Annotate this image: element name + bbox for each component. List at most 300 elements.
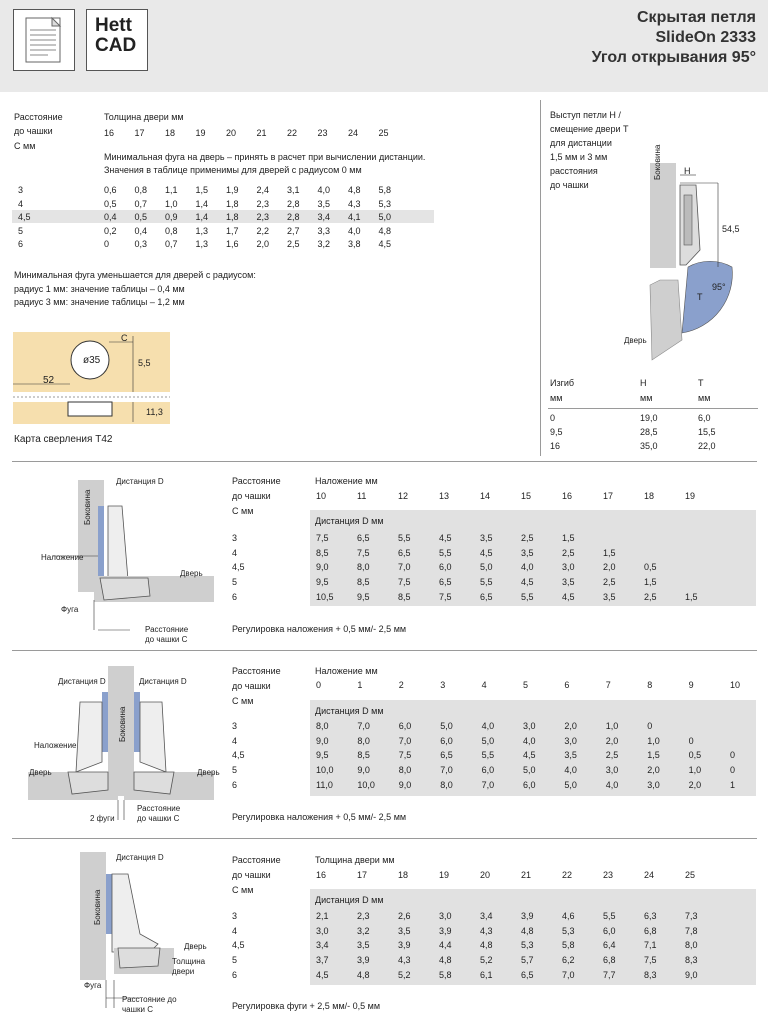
sec1-cell: 9,0 — [316, 562, 329, 573]
sec2-cell: 2,5 — [605, 750, 619, 761]
proj-t-label: T — [697, 292, 703, 302]
sec2-cell: 6,5 — [440, 750, 453, 761]
t1-cell: 5,0 — [378, 212, 392, 223]
sec1-cell: 6,5 — [398, 547, 411, 558]
sec2-col-header: 4 — [481, 680, 487, 690]
t1-cell: 4,3 — [348, 198, 361, 209]
proj-th-t: T — [698, 378, 704, 388]
sec3-cell: 8,3 — [685, 955, 698, 966]
sec2-cell: 0,5 — [688, 750, 702, 761]
proj-th-mm2: мм — [640, 393, 653, 403]
hettcad-logo[interactable] — [86, 9, 148, 71]
sec3-cell: 6,8 — [644, 925, 657, 936]
sec1-cell: 4,5 — [439, 533, 452, 543]
proj-label-2: смещение двери Т — [550, 124, 629, 134]
t1-label-1: Расстояние — [14, 112, 63, 122]
sec3-cell: 6,3 — [644, 911, 657, 921]
drill-55-label: 5,5 — [138, 358, 151, 368]
sec1-cell: 2,5 — [562, 547, 575, 558]
sec3-col-header: 24 — [644, 870, 655, 880]
sec3-dist-label: Дистанция D — [116, 853, 164, 862]
sec1-cell: 7,0 — [398, 562, 411, 573]
t1-cell: 4,0 — [317, 185, 331, 195]
sec1-col-header: 17 — [603, 491, 614, 501]
drill-c-label: C — [121, 333, 128, 343]
proj-th-mm1: мм — [550, 393, 563, 403]
sec3-row-label: 6 — [232, 969, 238, 980]
sec1-label-3: С мм — [232, 506, 254, 516]
sec3-col-header: 18 — [398, 870, 409, 880]
sec2-cell: 5,0 — [523, 765, 536, 776]
sec2-cell: 7,0 — [398, 735, 412, 746]
sec3-cell: 3,5 — [357, 940, 370, 951]
drill-caption: Карта сверления Т42 — [14, 434, 113, 445]
sec3-cup-2: чашки С — [122, 1005, 154, 1014]
t1-row-label: 5 — [18, 225, 24, 236]
t1-cell: 0,7 — [134, 198, 148, 209]
sec1-cell: 1,5 — [685, 591, 698, 602]
sec1-cell: 8,5 — [398, 591, 411, 602]
radius-note-3: радиус 3 мм: значение таблицы – 1,2 мм — [14, 297, 185, 307]
page-title — [592, 8, 756, 68]
sec2-cell: 1,0 — [647, 735, 660, 746]
sec2-cell: 2,0 — [564, 721, 577, 731]
sec2-cell: 2,0 — [647, 765, 660, 776]
drill-113-label: 11,3 — [146, 407, 163, 417]
t1-cell: 3,2 — [317, 239, 331, 250]
sec3-cell: 5,5 — [603, 911, 616, 921]
t1-cell: 1,8 — [226, 212, 239, 223]
proj-angle-label: 95° — [712, 282, 726, 292]
sec2-cell: 7,0 — [357, 721, 370, 731]
sec1-label-1: Расстояние — [232, 476, 281, 486]
t1-cell: 2,0 — [256, 239, 270, 250]
sec2-cup-1: Расстояние — [137, 804, 181, 813]
sec3-cell: 5,2 — [480, 955, 493, 966]
proj-door-label: Дверь — [624, 336, 647, 345]
sec3-cup-1: Расстояние до — [122, 995, 177, 1004]
sec3-cell: 4,8 — [439, 955, 452, 966]
t1-cell: 2,3 — [256, 212, 270, 223]
sec2-cell: 6,0 — [523, 779, 536, 790]
proj-cell-h: 35,0 — [640, 441, 658, 451]
sec3-cell: 8,3 — [644, 969, 657, 980]
sec2-cell: 10,0 — [357, 779, 375, 790]
sec3-col-header: 20 — [480, 870, 491, 880]
title-line3: Угол открывания 95° — [591, 49, 756, 66]
sec3-cell: 4,8 — [357, 969, 370, 980]
sec1-cell: 3,5 — [480, 533, 493, 543]
sec1-cell: 9,5 — [316, 577, 329, 588]
sec1-col-header: 12 — [398, 491, 409, 501]
title-line2: SlideOn 2333 — [655, 29, 756, 46]
proj-cell-h: 28,5 — [640, 427, 658, 437]
sec1-col-header: 18 — [644, 491, 655, 501]
sec3-col-header: 17 — [357, 870, 368, 880]
t1-cell: 0,8 — [165, 225, 178, 236]
sec3-cell: 3,4 — [316, 940, 329, 951]
sec1-cell: 6,5 — [480, 591, 493, 602]
header-bar — [0, 0, 768, 92]
t1-col-header: 18 — [165, 128, 176, 138]
drill-52-label: 52 — [43, 375, 55, 386]
sec1-cell: 2,5 — [644, 591, 657, 602]
proj-label-6: до чашки — [550, 180, 589, 190]
sec3-door-label: Дверь — [184, 942, 207, 951]
t1-cell: 0,5 — [104, 198, 117, 209]
sec1-col-header: 15 — [521, 491, 532, 501]
t1-cell: 1,7 — [226, 225, 239, 236]
t1-col-header: 21 — [256, 128, 267, 138]
sec2-cell: 8,5 — [357, 750, 370, 761]
sec1-cell: 6,0 — [439, 562, 452, 573]
sec3-cell: 6,1 — [480, 969, 493, 980]
sec2-cell: 7,5 — [398, 750, 412, 761]
sec1-cell: 6,5 — [357, 533, 370, 543]
sec1-cell: 1,5 — [644, 577, 657, 588]
sec1-overlay-label: Наложение — [41, 553, 84, 562]
t1-cell: 4,8 — [348, 185, 361, 195]
radius-note-1: Минимальная фуга уменьшается для дверей с радиусом: — [14, 270, 256, 280]
sec3-cell: 6,2 — [562, 955, 575, 966]
sec3-side-label: Боковина — [93, 889, 102, 925]
sec3-cell: 4,4 — [439, 940, 452, 951]
sec3-cell: 4,5 — [316, 969, 329, 980]
sec2-row-label: 4 — [232, 735, 238, 746]
t1-cell: 4,0 — [348, 225, 361, 236]
sec1-row-label: 5 — [232, 577, 238, 588]
t1-cell: 1,6 — [226, 239, 239, 250]
sec2-cell: 8,0 — [440, 779, 453, 790]
t1-header-title: Толщина двери мм — [104, 112, 184, 122]
sec3-cell: 2,1 — [316, 911, 329, 921]
sec3-col-header: 21 — [521, 870, 532, 880]
proj-h-label: H — [684, 166, 691, 176]
sec2-gap-label: 2 фуги — [90, 814, 115, 823]
sec3-col-header: 16 — [316, 870, 327, 880]
sec1-cell: 5,5 — [398, 533, 411, 543]
t1-note-2: Значения в таблице применимы для дверей с радиусом 0 мм — [104, 165, 362, 175]
sec2-adjust: Регулировка наложения + 0,5 мм/- 2,5 мм — [232, 812, 407, 822]
sec1-cell: 7,5 — [357, 547, 370, 558]
document-icon[interactable] — [13, 9, 75, 71]
sec1-row-label: 4,5 — [232, 562, 245, 573]
sec2-cell: 6,0 — [481, 765, 495, 776]
t1-cell: 2,3 — [256, 198, 270, 209]
sec3-cell: 3,0 — [316, 925, 329, 936]
sec1-cell: 4,0 — [521, 562, 534, 573]
sec3-cell: 5,7 — [521, 955, 534, 966]
t1-cell: 2,8 — [287, 212, 300, 223]
sec3-adjust: Регулировка фуги + 2,5 мм/- 0,5 мм — [232, 1001, 381, 1011]
sec1-cell: 9,5 — [357, 591, 370, 602]
sec1-cell: 5,5 — [521, 591, 534, 602]
sec1-col-header: 14 — [480, 491, 491, 501]
t1-cell: 3,3 — [317, 225, 331, 236]
t1-cell: 4,5 — [378, 239, 392, 250]
sec1-col-header: 10 — [316, 491, 327, 501]
sec3-sub: Дистанция D мм — [315, 895, 384, 905]
sec3-header-title: Толщина двери мм — [315, 855, 395, 865]
sec3-cell: 3,5 — [398, 925, 411, 936]
sec1-gap-label: Фуга — [61, 605, 79, 614]
sec1-cell: 10,5 — [316, 591, 334, 602]
sec2-cell: 2,0 — [688, 779, 702, 790]
sec3-label-3: С мм — [232, 885, 254, 895]
panel-divider — [540, 100, 541, 456]
logo-line1: Hett — [95, 15, 132, 36]
proj-th-mm3: мм — [698, 393, 711, 403]
t1-cell: 0,3 — [134, 239, 148, 250]
sec2-cell: 4,0 — [605, 779, 619, 790]
sec2-cell: 10,0 — [316, 765, 334, 776]
sec3-cell: 9,0 — [685, 969, 698, 980]
sec3-row-label: 4,5 — [232, 940, 245, 951]
t1-cell: 2,2 — [256, 225, 270, 236]
sec1-cell: 6,5 — [439, 577, 452, 588]
sec1-col-header: 19 — [685, 491, 696, 501]
sec3-cell: 8,0 — [685, 940, 698, 951]
proj-cell-t: 15,5 — [698, 427, 716, 437]
sec3-cell: 6,8 — [603, 955, 616, 966]
t1-col-header: 25 — [378, 128, 389, 138]
sec1-sub: Дистанция D мм — [315, 516, 384, 526]
sec2-header-title: Наложение мм — [315, 666, 378, 676]
sec1-col-header: 13 — [439, 491, 450, 501]
sec3-cell: 7,8 — [685, 925, 698, 936]
sec2-col-header: 3 — [440, 680, 446, 690]
t1-cell: 3,8 — [348, 239, 361, 250]
sec1-row-label: 4 — [232, 547, 238, 558]
sec3-cell: 7,7 — [603, 969, 616, 980]
t1-cell: 5,8 — [378, 185, 392, 195]
proj-cell-bend: 9,5 — [550, 427, 563, 437]
sec2-sub: Дистанция D мм — [315, 706, 384, 716]
sec1-cell: 7,5 — [398, 577, 411, 588]
sec1-cell: 3,5 — [521, 547, 534, 558]
sec3-cell: 2,3 — [357, 911, 370, 921]
sec3-label-1: Расстояние — [232, 855, 281, 865]
sec2-label-2: до чашки — [232, 681, 271, 691]
sec2-col-header: 7 — [605, 680, 611, 690]
sec2-dist-left: Дистанция D — [58, 677, 106, 686]
t1-cell: 5,3 — [378, 198, 392, 209]
sec1-cell: 4,5 — [480, 547, 493, 558]
t1-cell: 1,9 — [226, 185, 239, 195]
t1-cell: 0,5 — [134, 212, 148, 223]
sec3-cell: 3,2 — [357, 925, 370, 936]
t1-row-label: 4,5 — [18, 212, 31, 223]
sec2-cell: 3,0 — [523, 721, 536, 731]
proj-cell-h: 19,0 — [640, 413, 658, 423]
t1-row-label: 3 — [18, 185, 24, 195]
sec1-side-label: Боковина — [83, 489, 92, 525]
sec2-cell: 9,0 — [316, 735, 329, 746]
t1-col-header: 16 — [104, 128, 115, 138]
sec2-col-header: 1 — [357, 680, 363, 690]
sec1-cell: 2,0 — [603, 562, 616, 573]
sec2-row-label: 3 — [232, 721, 238, 731]
sec3-cell: 3,4 — [480, 911, 493, 921]
t1-cell: 1,3 — [195, 239, 209, 250]
sec1-door-label: Дверь — [180, 569, 203, 578]
sec3-cell: 5,3 — [521, 940, 534, 951]
sec2-cell: 9,5 — [316, 750, 329, 761]
sec3-cell: 2,6 — [398, 911, 411, 921]
t1-col-header: 24 — [348, 128, 359, 138]
sec3-col-header: 22 — [562, 870, 573, 880]
t1-highlight-row — [12, 210, 434, 223]
sec3-cell: 5,2 — [398, 969, 411, 980]
sec2-col-header: 10 — [730, 680, 741, 690]
sec3-col-header: 19 — [439, 870, 450, 880]
sec2-cell: 9,0 — [398, 779, 412, 790]
t1-cell: 3,4 — [317, 212, 331, 223]
sec3-cell: 6,5 — [521, 969, 534, 980]
sec2-cell: 7,0 — [440, 765, 453, 776]
sec3-cell: 4,8 — [521, 925, 534, 936]
sec3-cell: 5,8 — [439, 969, 452, 980]
proj-th-h: H — [640, 378, 647, 388]
t1-cell: 0 — [104, 239, 110, 250]
sec1-cell: 5,0 — [480, 562, 493, 573]
sec2-cell: 1 — [730, 779, 736, 790]
projection-diagram — [600, 155, 760, 365]
t1-col-header: 22 — [287, 128, 298, 138]
sec3-cell: 3,7 — [316, 955, 329, 966]
sec3-gap-label: Фуга — [84, 981, 102, 990]
sec3-row-label: 4 — [232, 925, 238, 936]
sec3-cell: 3,0 — [439, 911, 452, 921]
t1-cell: 1,1 — [165, 185, 178, 195]
proj-cell-bend: 0 — [550, 413, 556, 423]
sec1-cell: 1,5 — [603, 547, 616, 558]
sec2-cell: 7,0 — [481, 779, 495, 790]
sec1-cell: 3,5 — [562, 577, 575, 588]
t1-row-label: 6 — [18, 239, 24, 250]
sec2-col-header: 5 — [523, 680, 529, 690]
sec2-label-3: С мм — [232, 696, 254, 706]
sec1-cell: 7,5 — [439, 591, 452, 602]
sec2-label-1: Расстояние — [232, 666, 281, 676]
proj-cell-bend: 16 — [550, 441, 561, 451]
sec3-cell: 7,5 — [644, 955, 657, 966]
sec1-label-2: до чашки — [232, 491, 271, 501]
t1-cell: 0,6 — [104, 185, 117, 195]
sec2-cell: 4,0 — [481, 721, 495, 731]
t1-col-header: 19 — [195, 128, 206, 138]
sec2-cell: 8,0 — [357, 735, 370, 746]
sec1-cell: 5,5 — [439, 547, 452, 558]
t1-col-header: 23 — [317, 128, 328, 138]
sec2-cell: 3,0 — [647, 779, 660, 790]
t1-cell: 1,0 — [165, 198, 178, 209]
t1-note-1: Минимальная фуга на дверь – принять в расчет при вычислении дистанции. — [104, 152, 426, 162]
sec1-row-label: 3 — [232, 533, 238, 543]
sec2-cell: 5,0 — [440, 721, 453, 731]
t1-cell: 0,9 — [165, 212, 178, 223]
t1-cell: 2,8 — [287, 198, 300, 209]
sec1-cup-2: до чашки С — [145, 635, 188, 644]
t1-cell: 4,1 — [348, 212, 361, 223]
sec3-row-label: 3 — [232, 911, 238, 921]
separator-1 — [12, 461, 757, 462]
sec2-cell: 0 — [730, 750, 736, 761]
sec2-cell: 4,0 — [564, 765, 577, 776]
sec1-cell: 3,5 — [603, 591, 616, 602]
proj-label-4: 1,5 мм и 3 мм — [550, 152, 608, 162]
sec3-cell: 5,3 — [562, 925, 575, 936]
sec1-cell: 5,5 — [480, 577, 493, 588]
t1-cell: 0,8 — [134, 185, 148, 195]
sec2-col-header: 6 — [564, 680, 570, 690]
sec2-dist-right: Дистанция D — [139, 677, 187, 686]
sec1-adjust: Регулировка наложения + 0,5 мм/- 2,5 мм — [232, 624, 407, 634]
sec3-cell: 7,3 — [685, 911, 698, 921]
radius-note-2: радиус 1 мм: значение таблицы – 0,4 мм — [14, 284, 185, 294]
sec2-cell: 3,0 — [605, 765, 619, 776]
t1-cell: 1,8 — [226, 198, 239, 209]
sec1-cell: 4,5 — [562, 591, 575, 602]
sec2-col-header: 2 — [398, 680, 404, 690]
t1-cell: 0,4 — [134, 225, 148, 236]
sec2-door-left: Дверь — [29, 768, 52, 777]
sec2-cell: 3,5 — [564, 750, 577, 761]
sec2-cell: 5,5 — [481, 750, 495, 761]
sec1-cell: 8,5 — [316, 547, 329, 558]
sec1-cell: 4,5 — [521, 577, 534, 588]
sec2-cell: 4,5 — [523, 750, 536, 761]
sec3-cell: 5,8 — [562, 940, 575, 951]
proj-side-label: Боковина — [653, 144, 662, 180]
sec3-cell: 3,9 — [521, 911, 534, 921]
sec2-cell: 8,0 — [316, 721, 329, 731]
t1-cell: 3,5 — [317, 198, 331, 209]
sec3-cell: 6,0 — [603, 925, 616, 936]
sec1-header-title: Наложение мм — [315, 476, 378, 486]
t1-label-2: до чашки — [14, 126, 53, 136]
t1-cell: 1,3 — [195, 225, 209, 236]
sec2-cell: 0 — [730, 765, 736, 776]
sec2-row-label: 6 — [232, 779, 238, 790]
sec1-cell: 8,5 — [357, 577, 370, 588]
separator-2 — [12, 650, 757, 651]
sec2-cell: 1,0 — [688, 765, 702, 776]
sec2-cell: 5,0 — [481, 735, 495, 746]
sec2-cell: 11,0 — [316, 779, 333, 790]
sec1-col-header: 11 — [357, 491, 367, 501]
sec2-door-right: Дверь — [197, 768, 220, 777]
t1-cell: 1,5 — [195, 185, 209, 195]
sec2-col-header: 9 — [688, 680, 694, 690]
proj-545-label: 54,5 — [722, 224, 740, 234]
proj-cell-t: 22,0 — [698, 441, 716, 451]
t1-cell: 1,4 — [195, 198, 209, 209]
sec2-overlay-label: Наложение — [34, 741, 77, 750]
sec2-side-label: Боковина — [118, 706, 127, 742]
sec3-cell: 4,6 — [562, 911, 575, 921]
sec1-cell: 3,0 — [562, 562, 575, 573]
t1-cell: 3,1 — [287, 185, 300, 195]
sec3-thick-1: Толщина — [172, 957, 206, 966]
sec3-diagram — [40, 848, 220, 1018]
sec2-cell: 0 — [647, 721, 653, 731]
sec1-cell: 0,5 — [644, 562, 657, 573]
sec3-cell: 7,1 — [644, 940, 657, 951]
title-line1: Скрытая петля — [637, 9, 756, 26]
sec2-cell: 8,0 — [398, 765, 412, 776]
sec3-cell: 3,9 — [439, 925, 452, 936]
